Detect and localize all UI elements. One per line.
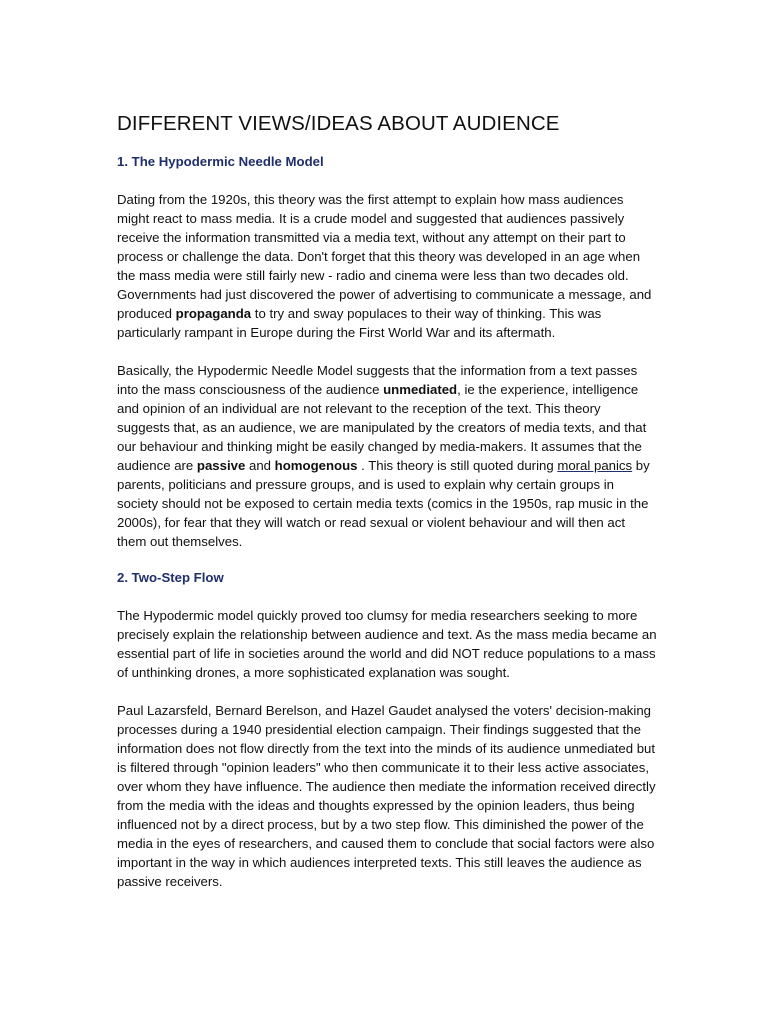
paragraph-hypodermic-detail: Basically, the Hypodermic Needle Model suggests that the information from a text passes into the mass consciousness of the audience unmediated, ie the experience, intelligence and opinion of an individual are not relevant to the reception of the text. This theory suggests that, as an audience, we are manipulated by the creators of media texts, and that our behaviour and thinking might be easily changed by media-makers. It assumes that the audience are passive and homogenous . This theory is still quoted during moral panics by parents, politicians and pressure groups, and is used to explain why certain groups in society should not be exposed to certain media texts (comics in the 1950s, rap music in the 2000s), for fear that they will watch or read sexual or violent behaviour and will then act them out themselves. xyxy=(117,363,650,549)
section-heading-two-step: 2. Two-Step Flow xyxy=(117,570,224,585)
moral-panics-link[interactable]: moral panics xyxy=(557,458,633,473)
page-title: DIFFERENT VIEWS/IDEAS ABOUT AUDIENCE xyxy=(117,112,560,135)
paragraph-two-step-detail: Paul Lazarsfeld, Bernard Berelson, and Hazel Gaudet analysed the voters' decision-making processes during a 1940 presidential election campaign. Their findings suggested that the information does not flow directly from the text into the minds of its audience unmediated but is filtered through "opinion leaders" who then communicate it to their less active associates, over whom they have influence. The audience then mediate the information received directly from the media with the ideas and thoughts expressed by the opinion leaders, thus being influenced not by a direct process, but by a two step flow. This diminished the power of the media in the eyes of researchers, and caused them to conclude that social factors were also important in the way in which audiences interpreted texts. This still leaves the audience as passive receivers. xyxy=(117,703,656,889)
document-body xyxy=(117,112,657,910)
paragraph-hypodermic-intro: Dating from the 1920s, this theory was the first attempt to explain how mass audiences might react to mass media. It is a crude model and suggested that audiences passively receive the information transmitted via a media text, without any attempt on their part to process or challenge the data. Don't forget that this theory was developed in an age when the mass media were still fairly new - radio and cinema were less than two decades old. Governments had just discovered the power of advertising to communicate a message, and produced propaganda to try and sway populaces to their way of thinking. This was particularly rampant in Europe during the First World War and its aftermath. xyxy=(117,192,652,340)
section-heading-hypodermic: 1. The Hypodermic Needle Model xyxy=(117,154,324,169)
paragraph-two-step-intro: The Hypodermic model quickly proved too clumsy for media researchers seeking to more precisely explain the relationship between audience and text. As the mass media became an essential part of life in societies around the world and did NOT reduce populations to a mass of unthinking drones, a more sophisticated explanation was sought. xyxy=(117,608,657,680)
